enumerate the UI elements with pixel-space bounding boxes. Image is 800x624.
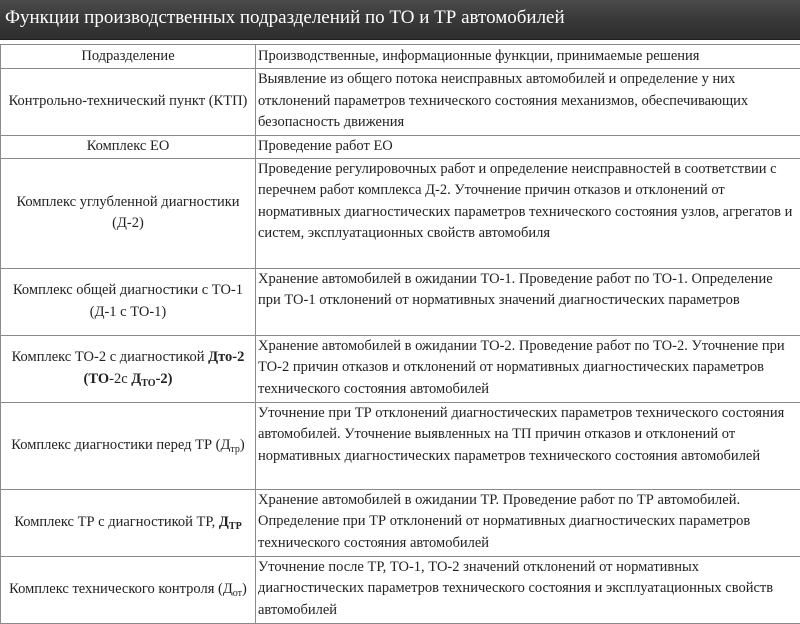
department-cell <box>1 335 256 402</box>
department-name: Комплекс общей диагностики с ТО-1 (Д-1 с ТО-1) <box>13 282 243 320</box>
functions-cell: Хранение автомобилей в ожидании ТР. Проведение работ по ТР автомобилей. Определение при ТР отклонений от нормативных диагностических параметров технического состояния автомобилей <box>256 489 800 556</box>
functions-cell: Хранение автомобилей в ожидании ТО-2. Проведение работ по ТО-2. Уточнение при ТО-2 причин отказов и отклонений от нормативных диагностических параметров технического состояния автомобилей <box>256 335 800 402</box>
department-cell <box>1 556 256 623</box>
department-cell <box>1 402 256 489</box>
table-row <box>1 136 800 159</box>
table-row <box>1 335 800 402</box>
slide-title-banner <box>0 0 800 40</box>
functions-cell: Проведение работ ЕО <box>256 136 800 159</box>
table-row <box>1 158 800 268</box>
department-cell <box>1 158 256 268</box>
department-name: Комплекс диагностики перед ТР $(Д_{тр})$ <box>11 437 244 453</box>
header-functions: Производственные, информационные функции, принимаемые решения <box>256 45 800 69</box>
department-name: Контрольно-технический пункт (КТП) <box>9 93 248 109</box>
department-name: Комплекс ЕО <box>87 138 170 154</box>
department-cell <box>1 268 256 335</box>
table-row <box>1 556 800 623</box>
department-cell <box>1 69 256 136</box>
functions-cell: Хранение автомобилей в ожидании ТО-1. Проведение работ по ТО-1. Определение при ТО-1 отклонений от нормативных значений диагностических параметров <box>256 268 800 335</box>
department-name: Комплекс ТО-2 с диагностикой Дто-2 (ТО-2с $Д_{ТО}-2$) <box>12 349 245 387</box>
table-row <box>1 489 800 556</box>
functions-cell: Уточнение при ТР отклонений диагностических параметров технического состояния автомобилей. Уточнение выявленных на ТП причин отказов и отклонений от нормативных диагностических параметров технического состояния автомобилей <box>256 402 800 489</box>
table-header-row <box>1 45 800 69</box>
table-row <box>1 268 800 335</box>
department-name: Комплекс технического контроля $(Д_{от})$ <box>9 581 247 597</box>
table-row <box>1 402 800 489</box>
department-cell <box>1 489 256 556</box>
department-name: Комплекс углубленной диагностики (Д-2) <box>16 194 239 232</box>
header-department: Подразделение <box>1 45 256 69</box>
department-cell <box>1 136 256 159</box>
functions-cell: Уточнение после ТР, ТО-1, ТО-2 значений отклонений от нормативных диагностических параметров технического состояния и эксплуатационных свойств автомобилей <box>256 556 800 623</box>
department-name: Комплекс ТР с диагностикой ТР, $Д_{ТР}$ <box>14 514 241 530</box>
functions-cell: Выявление из общего потока неисправных автомобилей и определение у них отклонений параметров технического состояния механизмов, обеспечивающих безопасность движения <box>256 69 800 136</box>
functions-cell: Проведение регулировочных работ и определение неисправностей в соответствии с перечнем работ комплекса Д-2. Уточнение причин отказов и отклонений от нормативных диагностических параметров технического состояния узлов, агрегатов и систем, эксплуатационных свойств автомобиля <box>256 158 800 268</box>
table-row <box>1 69 800 136</box>
functions-table <box>0 44 800 624</box>
slide-title: Функции производственных подразделений по ТО и ТР автомобилей <box>5 7 565 29</box>
